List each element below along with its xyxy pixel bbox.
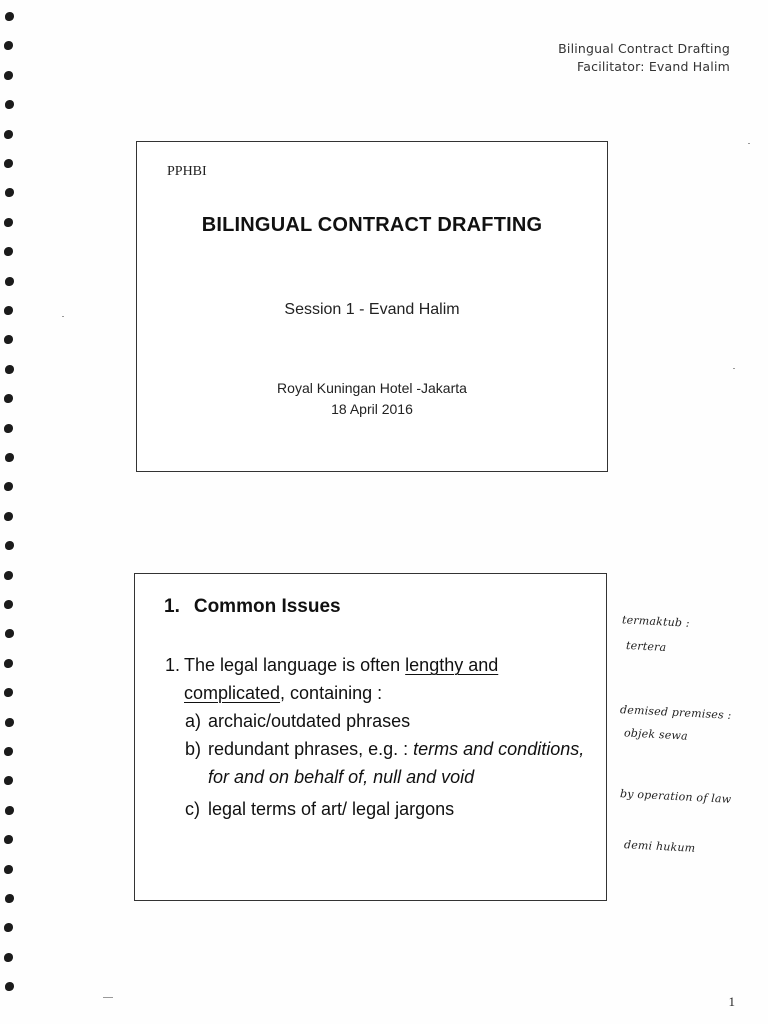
binder-hole <box>5 277 14 286</box>
session-line: Session 1 - Evand Halim <box>284 301 460 318</box>
binder-hole <box>4 71 13 80</box>
binder-hole <box>5 982 14 991</box>
binder-hole <box>4 482 13 491</box>
binder-hole <box>5 629 14 638</box>
sub-marker: b) <box>185 739 202 759</box>
sub-text: redundant phrases, e.g. : <box>208 739 414 759</box>
binder-hole <box>5 806 14 815</box>
binder-hole <box>5 12 14 21</box>
scan-speck <box>748 143 750 144</box>
header-course-title: Bilingual Contract Drafting <box>558 41 730 56</box>
title-slide <box>136 141 608 472</box>
running-header <box>558 40 730 76</box>
venue-name: Royal Kuningan Hotel -Jakarta <box>277 380 467 396</box>
binder-hole <box>4 865 13 874</box>
binder-hole <box>4 835 13 844</box>
binder-hole <box>5 100 14 109</box>
content-slide <box>134 573 607 901</box>
binder-hole <box>5 718 14 727</box>
scan-speck <box>103 997 113 998</box>
binder-hole <box>4 923 13 932</box>
binder-hole <box>5 453 14 462</box>
handwritten-note-3-line-1: by operation of law <box>619 787 732 806</box>
binder-hole <box>4 600 13 609</box>
header-facilitator: Facilitator: Evand Halim <box>577 59 730 74</box>
underlined-text: complicated <box>184 683 281 703</box>
binder-hole <box>5 541 14 550</box>
list-marker: 1. <box>165 655 181 675</box>
event-date: 18 April 2016 <box>331 401 413 417</box>
sub-text: archaic/outdated phrases <box>208 711 411 731</box>
handwritten-note-2-line-2: objek sewa <box>623 726 689 743</box>
example-phrases: terms and conditions, for and on behalf of, null and void <box>208 739 585 787</box>
binder-hole <box>4 394 13 403</box>
organization-label: PPHBI <box>167 164 207 179</box>
handwritten-note-1-line-2: tertera <box>625 638 667 655</box>
slide-title: BILINGUAL CONTRACT DRAFTING <box>201 214 543 236</box>
binder-hole <box>4 571 13 580</box>
venue-block <box>137 378 607 420</box>
binder-hole <box>4 130 13 139</box>
binder-hole <box>4 247 13 256</box>
scan-speck <box>62 316 64 317</box>
binder-hole <box>5 188 14 197</box>
scan-speck <box>733 368 735 369</box>
sub-marker: a) <box>185 711 202 731</box>
binder-hole <box>4 424 13 433</box>
sub-item-a <box>165 707 585 735</box>
binder-hole <box>4 747 13 756</box>
binder-hole <box>4 659 13 668</box>
binder-hole <box>4 953 13 962</box>
binder-holes <box>4 12 16 1012</box>
sub-text: legal terms of art/ legal jargons <box>208 799 455 819</box>
heading-text: Common Issues <box>193 596 341 617</box>
underlined-text: lengthy and <box>405 655 499 675</box>
slide-body <box>165 651 585 823</box>
sub-item-b <box>165 735 585 791</box>
sub-marker: c) <box>185 799 200 819</box>
item-text: , containing : <box>280 683 383 703</box>
handwritten-note-3-line-2: demi hukum <box>623 838 696 855</box>
binder-hole <box>4 306 13 315</box>
binder-hole <box>5 365 14 374</box>
slide-heading <box>164 596 341 618</box>
page-number: 1 <box>728 994 735 1009</box>
binder-hole <box>4 159 13 168</box>
binder-hole <box>4 688 13 697</box>
binder-hole <box>5 894 14 903</box>
item-text: The legal language is often <box>184 655 406 675</box>
binder-hole <box>4 776 13 785</box>
handwritten-note-1-line-1: termaktub : <box>621 613 691 630</box>
binder-hole <box>4 41 13 50</box>
binder-hole <box>4 335 13 344</box>
list-item <box>165 651 585 707</box>
sub-item-c <box>165 795 585 823</box>
binder-hole <box>4 218 13 227</box>
handwritten-note-2-line-1: demised premises : <box>619 703 732 722</box>
binder-hole <box>4 512 13 521</box>
heading-number: 1. <box>164 596 180 617</box>
